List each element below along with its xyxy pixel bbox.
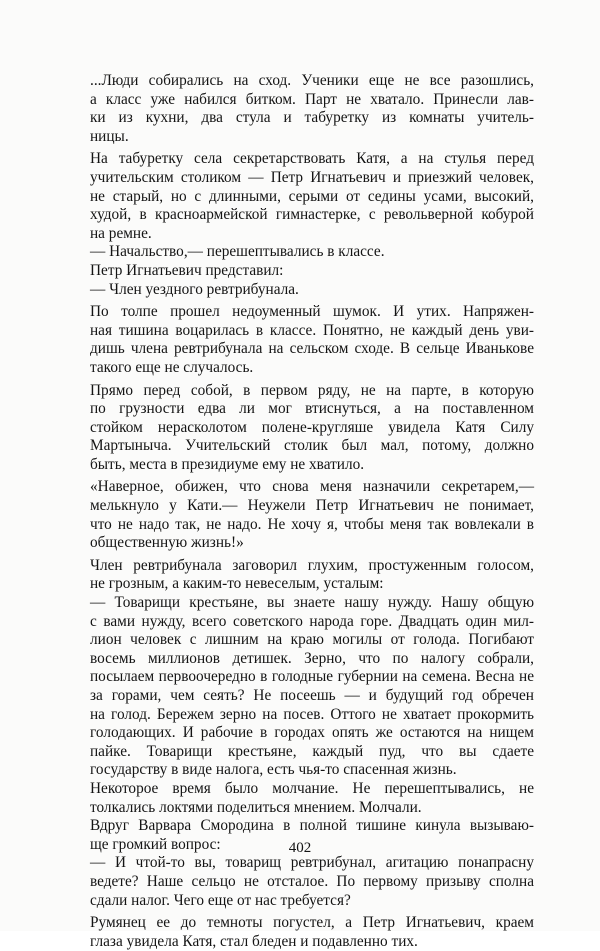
text-line: по грузности едва ли мог втиснуться, а на поставленном: [90, 400, 534, 418]
text-line: лион человек с лишним на краю могилы от голода. Погибают: [90, 631, 534, 649]
text-line: стойком нерасколотом полене-кругляше увидела Катя Силу: [90, 418, 534, 436]
paragraph: [90, 281, 534, 300]
text-line: ще громкий вопрос:: [90, 835, 221, 853]
paragraph: [90, 478, 534, 552]
text-line: глаза увидела Катя, стал бледен и подавленно тих.: [90, 932, 418, 950]
text-line: «Наверное, обижен, что снова меня назначили секретарем,—: [90, 478, 534, 496]
text-line: а класс уже набился битком. Парт не хватало. Принесли лав-: [90, 90, 534, 108]
text-line: с вами нужду, всего советского народа горе. Двадцать один мил-: [90, 612, 534, 630]
text-line: Прямо перед собой, в первом ряду, не на парте, в которую: [90, 381, 534, 399]
paragraph: [90, 243, 534, 262]
text-line: мелькнуло у Кати.— Неужели Петр Игнатьевич не понимает,: [90, 497, 534, 515]
text-line: ки из кухни, два стула и табуретку из комнаты учитель-: [90, 109, 534, 127]
text-line: не грозным, а каким-то невеселым, усталым:: [90, 575, 384, 593]
text-line: государству в виде налога, есть чья-то спасенная жизнь.: [90, 761, 457, 779]
page-number: 402: [288, 840, 312, 856]
text-line: не старый, но с длинными, серыми от седины усами, высокий,: [90, 187, 534, 205]
text-line: По толпе прошел недоуменный шумок. И утих. Напряжен-: [90, 303, 534, 321]
text-line: учительским столиком — Петр Игнатьевич и приезжий человек,: [90, 168, 534, 186]
text-line: быть, места в президиуме ему не хватило.: [90, 455, 365, 473]
text-line: восемь миллионов детишек. Зерно, что по налогу собрали,: [90, 649, 534, 667]
text-line: ...Люди собирались на сход. Ученики еще не все разошлись,: [90, 72, 534, 89]
text-line: такого еще не случалось.: [90, 358, 254, 376]
text-line: — Член уездного ревтрибунала.: [90, 280, 299, 298]
text-line: На табуретку села секретарствовать Катя, а на стулья перед: [90, 150, 534, 168]
text-line: сдали налог. Чего еще от нас требуется?: [90, 891, 351, 909]
paragraph: [90, 303, 534, 377]
text-line: — Начальство,— перешептывались в классе.: [90, 243, 385, 261]
paragraph: [90, 557, 534, 594]
text-line: на ремне.: [90, 224, 152, 242]
paragraph: [90, 382, 534, 475]
text-line: — Товарищи крестьяне, вы знаете нашу нужду. Нашу общую: [90, 594, 534, 612]
text-line: дишь члена ревтрибунала на сельском сходе. В сельце Иваньковe: [90, 340, 534, 358]
body-text: [90, 72, 534, 951]
text-line: Мартыныча. Учительский столик был мал, потому, должно: [90, 437, 534, 455]
text-line: голодающих. И рабочие в городах опять же остаются на нищем: [90, 724, 534, 742]
text-line: Петр Игнатьевич представил:: [90, 261, 284, 279]
text-line: Румянец ее до темноты погустел, а Петр Игнатьевич, краем: [90, 914, 534, 932]
text-line: толкались локтями поделиться мнением. Молчали.: [90, 798, 422, 816]
paragraph: [90, 150, 534, 243]
text-line: посылаем первоочередно в голодные губернии на семена. Весна не: [90, 668, 534, 686]
paragraph: [90, 262, 534, 281]
text-line: Вдруг Варвара Смородина в полной тишине кинула вызываю-: [90, 817, 534, 835]
text-line: что не надо так, не надо. Не хочу я, чтобы меня так вовлекали в: [90, 515, 534, 533]
text-line: ницы.: [90, 127, 129, 145]
text-line: худой, в красноармейской гимнастерке, с револьверной кобурой: [90, 206, 534, 224]
paragraph: [90, 594, 534, 780]
text-line: на голод. Бережем зерно на посев. Оттого не хватает прокормить: [90, 705, 534, 723]
text-line: ная тишина воцарилась в классе. Понятно, не каждый день уви-: [90, 321, 534, 339]
paragraph: [90, 854, 534, 910]
text-line: Член ревтрибунала заговорил глухим, простуженным голосом,: [90, 556, 534, 574]
text-line: ведете? Наше сельцо не отсталое. По первому призыву сполна: [90, 872, 534, 890]
text-line: пайке. Товарищи крестьяне, каждый пуд, что вы сдаете: [90, 742, 534, 760]
text-line: Некоторое время было молчание. Не перешептывались, не: [90, 779, 534, 797]
paragraph: [90, 914, 534, 951]
text-line: за горами, чем сеять? Не посеешь — и будущий год обречен: [90, 687, 534, 704]
text-line: общественную жизнь!»: [90, 534, 244, 552]
paragraph: [90, 72, 534, 146]
text-line: — И чтой-то вы, товарищ ревтрибунал, агитацию понапрасну: [90, 854, 534, 872]
paragraph: [90, 780, 534, 817]
